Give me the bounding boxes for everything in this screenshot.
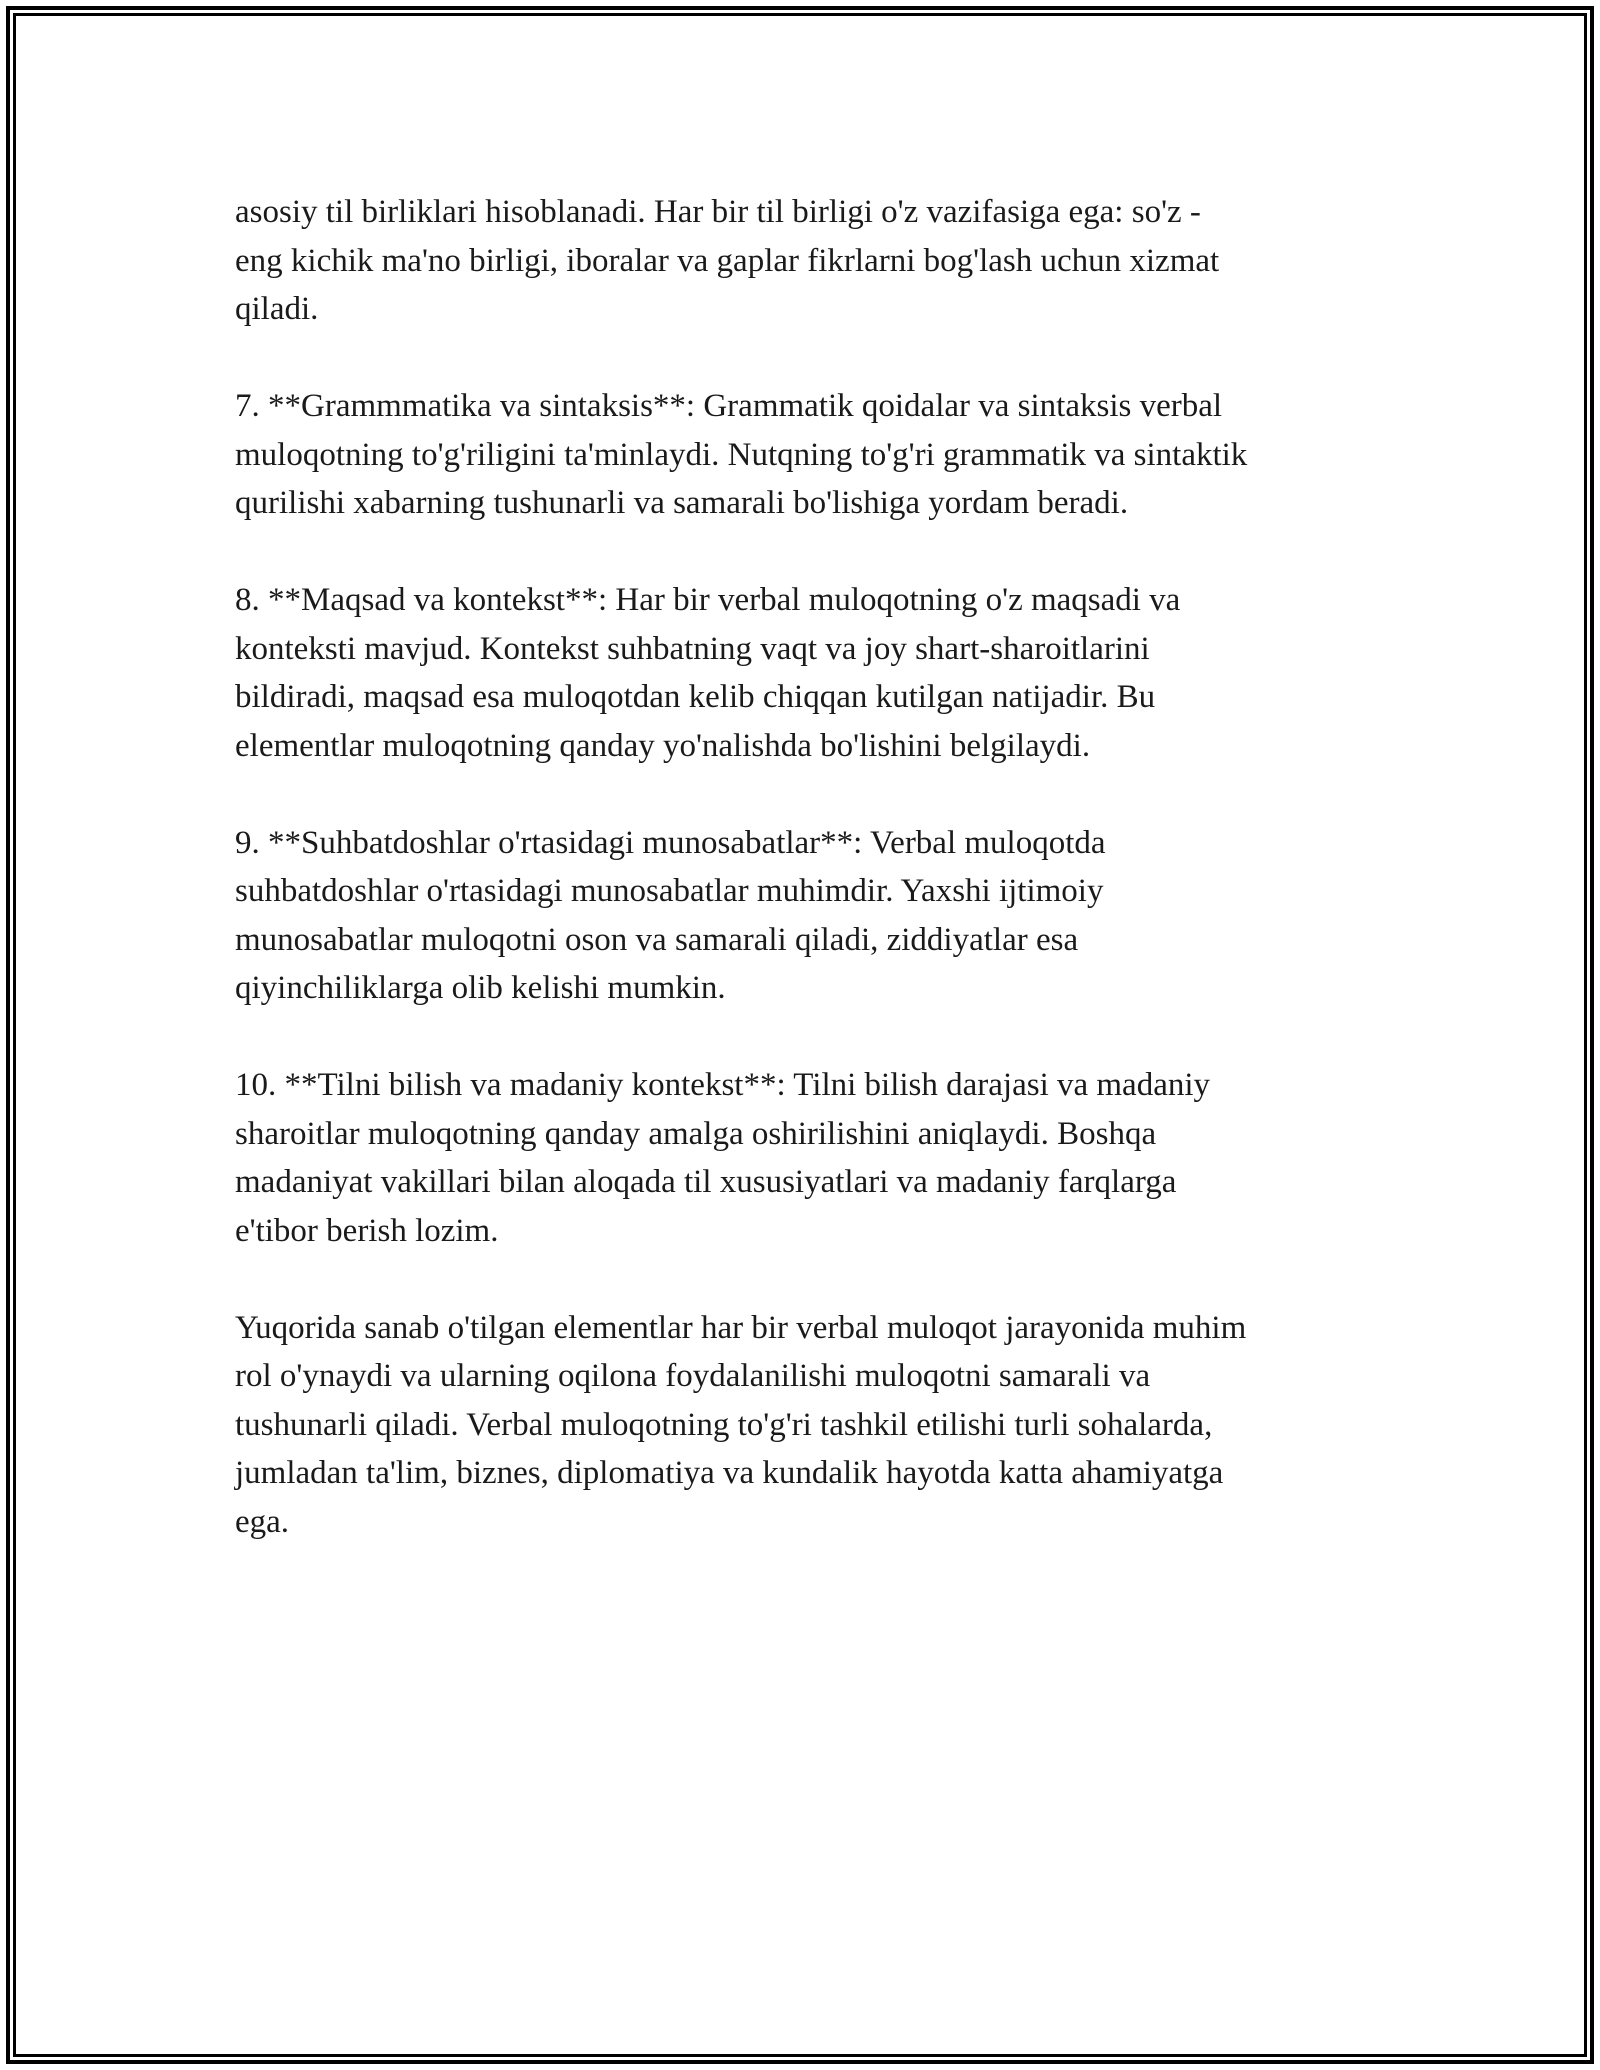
- text-line: bildiradi, maqsad esa muloqotdan kelib chiqqan kutilgan natijadir. Bu: [235, 679, 1156, 715]
- text-line: sharoitlar muloqotning qanday amalga oshirilishini aniqlaydi. Boshqa: [235, 1115, 1157, 1152]
- paragraph-intro-continuation: [235, 188, 1375, 334]
- text-line: 9. **Suhbatdoshlar o'rtasidagi munosabatlar**: Verbal muloqotda: [235, 824, 1106, 861]
- text-line: konteksti mavjud. Kontekst suhbatning vaqt va joy shart-sharoitlarini: [235, 630, 1150, 667]
- text-line: munosabatlar muloqotni oson va samarali qiladi, ziddiyatlar esa: [235, 921, 1079, 958]
- text-line: ega.: [235, 1503, 290, 1540]
- text-line: jumladan ta'lim, biznes, diplomatiya va kundalik hayotda katta ahamiyatga: [235, 1455, 1224, 1491]
- text-line: muloqotning to'g'riligini ta'minlaydi. Nutqning to'g'ri grammatik va sintaktik: [235, 436, 1248, 473]
- text-line: Yuqorida sanab o'tilgan elementlar har bir verbal muloqot jarayonida muhim: [235, 1309, 1247, 1346]
- text-line: 10. **Tilni bilish va madaniy kontekst**: Tilni bilish darajasi va madaniy: [235, 1067, 1211, 1103]
- text-line: 7. **Grammmatika va sintaksis**: Grammatik qoidalar va sintaksis verbal: [235, 388, 1223, 424]
- text-line: e'tibor berish lozim.: [235, 1212, 499, 1249]
- text-line: rol o'ynaydi va ularning oqilona foydalanilishi muloqotni samarali va: [235, 1358, 1151, 1394]
- text-line: elementlar muloqotning qanday yo'nalishda bo'lishini belgilaydi.: [235, 727, 1091, 764]
- text-line: qiladi.: [235, 291, 319, 327]
- text-line: asosiy til birliklari hisoblanadi. Har bir til birligi o'z vazifasiga ega: so'z -: [235, 194, 1201, 230]
- text-line: tushunarli qiladi. Verbal muloqotning to'g'ri tashkil etilishi turli sohalarda,: [235, 1406, 1213, 1443]
- paragraph-item-9: [235, 819, 1375, 1013]
- paragraph-item-10: [235, 1061, 1375, 1255]
- document-body: [235, 188, 1375, 1595]
- paragraph-conclusion: [235, 1304, 1375, 1547]
- text-line: suhbatdoshlar o'rtasidagi munosabatlar muhimdir. Yaxshi ijtimoiy: [235, 873, 1104, 909]
- text-line: qiyinchiliklarga olib kelishi mumkin.: [235, 970, 726, 1006]
- text-line: qurilishi xabarning tushunarli va samarali bo'lishiga yordam beradi.: [235, 485, 1129, 521]
- text-line: 8. **Maqsad va kontekst**: Har bir verbal muloqotning o'z maqsadi va: [235, 582, 1181, 618]
- paragraph-item-8: [235, 576, 1375, 770]
- text-line: madaniyat vakillari bilan aloqada til xususiyatlari va madaniy farqlarga: [235, 1164, 1177, 1200]
- paragraph-item-7: [235, 382, 1375, 528]
- text-line: eng kichik ma'no birligi, iboralar va gaplar fikrlarni bog'lash uchun xizmat: [235, 242, 1220, 279]
